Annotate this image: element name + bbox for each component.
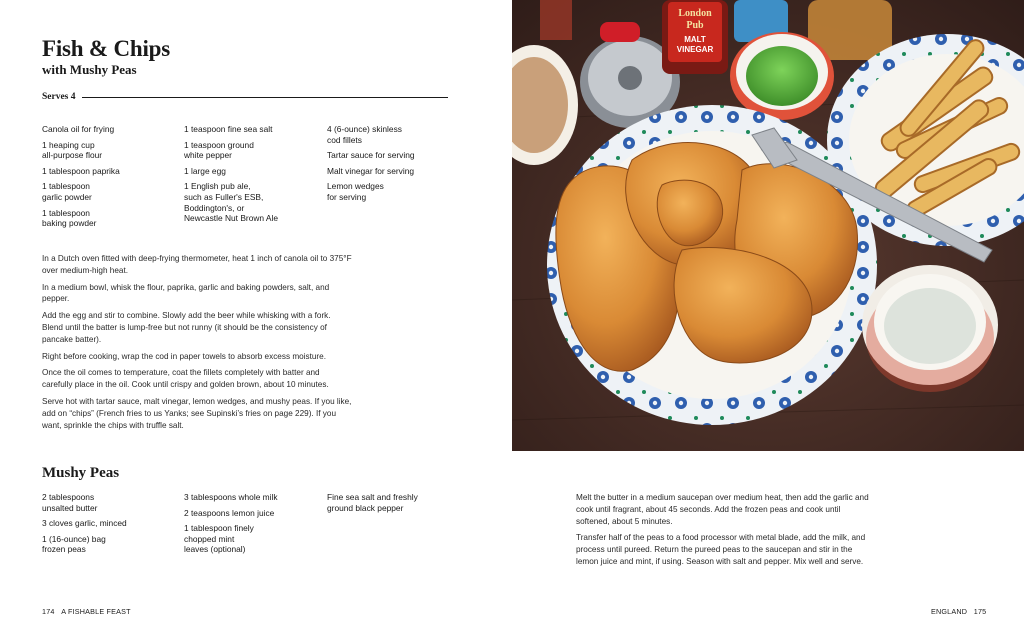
book-title: A FISHABLE FEAST (61, 607, 131, 616)
fish-ingredient: 1 tablespoon paprika (42, 165, 120, 176)
fish-ingredient: Malt vinegar for serving (327, 165, 415, 176)
serves-label: Serves 4 (42, 92, 76, 102)
page-number-left: 174 (42, 607, 55, 616)
peas-ingredient: 3 tablespoons whole milk (184, 492, 278, 502)
peas-ingredient-column (327, 492, 463, 518)
serves-line (42, 92, 448, 102)
peas-ingredient: 3 cloves garlic, minced (42, 518, 127, 529)
fish-method-step: Add the egg and stir to combine. Slowly add the beer while whisking with a fork. Blend until the batter is lump-free but not runny (it should be the consistency of pancake batter). (42, 311, 331, 344)
recipe-subtitle: with Mushy Peas (42, 62, 137, 77)
fish-ingredient: 1 teaspoon ground white pepper (184, 139, 254, 161)
chapter-title: ENGLAND (931, 607, 968, 616)
peas-method (576, 492, 876, 573)
peas-method-step: Transfer half of the peas to a food processor with metal blade, add the milk, and process until pureed. Return the pureed peas to the saucepan and stir in the lemon juice and mint, if using. Season with salt and pepper. Mix well and serve. (576, 533, 866, 566)
peas-ingredient: 1 tablespoon finely chopped mint leaves (optional) (184, 523, 254, 555)
serves-rule (82, 97, 448, 98)
peas-ingredient: 1 (16-ounce) bag frozen peas (42, 533, 106, 555)
fish-ingredient: 1 tablespoon baking powder (42, 207, 97, 229)
bottle-label-line2: Pub (686, 20, 704, 31)
peas-ingredient: Fine sea salt and freshly ground black pepper (327, 492, 418, 513)
peas-method-step: Melt the butter in a medium saucepan over medium heat, then add the garlic and cook until fragrant, about 45 seconds. Add the frozen peas and cook until softened, about 5 minutes. (576, 493, 869, 526)
fish-and-chips-photo (512, 0, 1024, 451)
fish-ingredient: 4 (6-ounce) skinless cod fillets (327, 124, 402, 145)
bottle-label-line3: MALT (684, 35, 706, 44)
fish-ingredient: 1 tablespoon garlic powder (42, 181, 92, 202)
fish-ingredient: 1 heaping cup all-purpose flour (42, 139, 103, 161)
fish-method (42, 253, 352, 436)
fish-ingredient: 1 English pub ale, such as Fuller's ESB, Boddington's, or Newcastle Nut Brown Ale (184, 181, 279, 224)
peas-ingredient: 2 tablespoons unsalted butter (42, 492, 98, 513)
fish-ingredient: Lemon wedges for serving (327, 181, 384, 202)
peas-ingredient: 2 teaspoons lemon juice (184, 507, 275, 518)
bottle-label-line4: VINEGAR (676, 45, 714, 54)
fish-method-step: In a Dutch oven fitted with deep-frying thermometer, heat 1 inch of canola oil to 375°F over medium-high heat. (42, 254, 352, 275)
fish-method-step: Once the oil comes to temperature, coat the fillets completely with batter and carefully place in the oil. Cook until crispy and golden brown, about 10 minutes. (42, 368, 329, 390)
fish-method-step: Serve hot with tartar sauce, malt vinegar, lemon wedges, and mushy peas. If you like, add on “chips” (French fries to us Yanks; see Supinski’s fries on page 229). If you want, sprinkle the chips with truffle salt. (42, 396, 352, 430)
bottle-label-line1: London (678, 8, 712, 19)
page-number-right: 175 (973, 607, 987, 616)
fish-ingredient: 1 teaspoon fine sea salt (184, 124, 273, 134)
fish-ingredient-column (327, 124, 463, 208)
fish-method-step: In a medium bowl, whisk the flour, paprika, garlic and baking powders, salt, and pepper. (42, 282, 330, 304)
fish-ingredient: Canola oil for frying (42, 124, 115, 134)
fish-method-step: Right before cooking, wrap the cod in paper towels to absorb excess moisture. (42, 351, 326, 361)
fish-ingredient: Tartar sauce for serving (327, 150, 415, 161)
fish-ingredient: 1 large egg (184, 165, 226, 176)
fish-ingredient-column (184, 124, 320, 229)
recipe-title: Fish & Chips (42, 36, 170, 61)
fish-ingredient-column (42, 124, 178, 234)
footer-left (42, 607, 131, 616)
peas-title: Mushy Peas (42, 465, 120, 481)
peas-ingredient-column (42, 492, 178, 560)
peas-ingredient-column (184, 492, 320, 560)
footer-right (931, 607, 986, 616)
